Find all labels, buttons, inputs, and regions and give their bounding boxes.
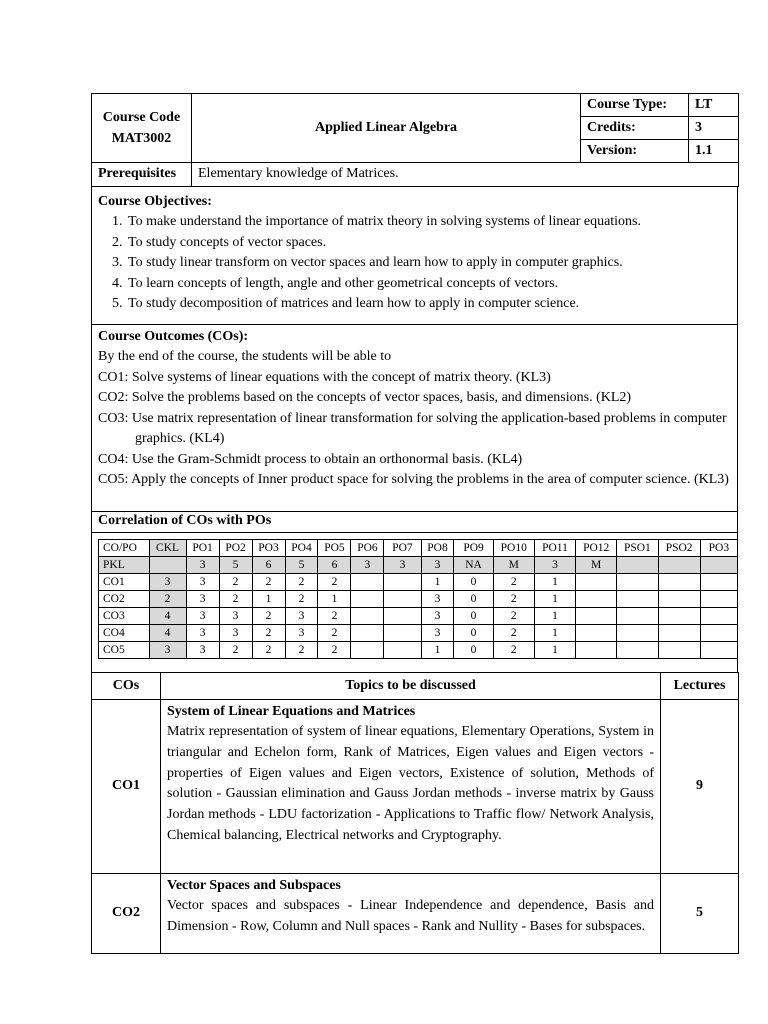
correlation-row — [99, 641, 738, 658]
correlation-cell — [700, 573, 737, 590]
correlation-cell: CO5 — [99, 641, 150, 658]
correlation-cell: 2 — [285, 641, 318, 658]
correlation-cell: 2 — [252, 607, 285, 624]
correlation-cell: 3 — [285, 607, 318, 624]
prerequisites-label: Prerequisites — [92, 163, 192, 186]
correlation-cell — [617, 624, 658, 641]
topic-row — [92, 699, 739, 873]
correlation-cell: 0 — [454, 590, 493, 607]
topic-description — [161, 873, 661, 953]
correlation-row — [99, 556, 738, 573]
correlation-cell — [617, 556, 658, 573]
correlation-cell: 2 — [493, 624, 534, 641]
objectives-title: Course Objectives: — [98, 193, 212, 209]
correlation-cell: 3 — [149, 641, 186, 658]
objective-item: 4. To learn concepts of length, angle and other geometrical concepts of vectors. — [126, 274, 731, 295]
correlation-cell — [658, 624, 700, 641]
correlation-cell — [700, 607, 737, 624]
correlation-cell — [658, 573, 700, 590]
correlation-cell: 2 — [219, 573, 252, 590]
col-header-cos: COs — [92, 672, 161, 699]
correlation-cell — [658, 607, 700, 624]
correlation-cell: 3 — [421, 590, 454, 607]
topic-co: CO1 — [92, 699, 161, 873]
correlation-header-cell: PO3 — [700, 539, 737, 556]
correlation-cell — [576, 624, 617, 641]
correlation-header-cell: PO2 — [219, 539, 252, 556]
outcome-item: CO2: Solve the problems based on the concepts of vector spaces, basis, and dimensions. (KL2) — [98, 390, 632, 405]
correlation-cell: 0 — [454, 624, 493, 641]
correlation-cell — [384, 590, 421, 607]
correlation-cell: 3 — [186, 641, 219, 658]
topic-text: Vector spaces and subspaces - Linear Independence and dependence, Basis and Dimension - Row, Column and Null spaces - Rank and Nullity - Bases for subspaces. — [167, 898, 654, 934]
syllabus-document — [91, 93, 738, 954]
correlation-cell: 6 — [252, 556, 285, 573]
col-header-lectures: Lectures — [661, 672, 739, 699]
topic-lectures: 9 — [661, 699, 739, 873]
correlation-cell: 2 — [219, 590, 252, 607]
version-value: 1.1 — [689, 140, 739, 163]
correlation-cell — [658, 641, 700, 658]
correlation-row — [99, 607, 738, 624]
correlation-cell: CO1 — [99, 573, 150, 590]
correlation-cell — [576, 573, 617, 590]
correlation-header-cell: PO6 — [351, 539, 384, 556]
topic-lectures: 5 — [661, 873, 739, 953]
correlation-cell — [658, 590, 700, 607]
correlation-header-cell: PO4 — [285, 539, 318, 556]
correlation-cell — [617, 607, 658, 624]
topic-co: CO2 — [92, 873, 161, 953]
objectives-list — [98, 212, 731, 315]
course-type-label: Course Type: — [581, 94, 689, 117]
outcomes-intro: By the end of the course, the students will be able to — [98, 349, 392, 364]
objective-item: 1. To make understand the importance of matrix theory in solving systems of linear equations. — [126, 212, 731, 233]
correlation-cell — [351, 607, 384, 624]
course-type-value: LT — [689, 94, 739, 117]
course-code-label: Course Code — [102, 110, 181, 125]
correlation-cell: 0 — [454, 573, 493, 590]
correlation-row — [99, 573, 738, 590]
correlation-cell: NA — [454, 556, 493, 573]
topic-text: Matrix representation of system of linear equations, Elementary Operations, System in triangular and Echelon form, Rank of Matrices, Eigen values and Eigen vectors - properties of Eigen values and Eigen vectors, Existence of solution, Methods of solution - Gaussian elimination and Gauss Jordan methods - inverse matrix by Gauss Jordan methods - LDU factorization - Applications to Traffic flow/ Network Analysis, Chemical balancing, Electrical networks and Cryptography. — [167, 724, 654, 843]
correlation-cell: 1 — [421, 573, 454, 590]
correlation-header-cell: PO7 — [384, 539, 421, 556]
correlation-cell: 3 — [351, 556, 384, 573]
outcomes-title: Course Outcomes (COs): — [98, 328, 249, 344]
correlation-cell — [149, 556, 186, 573]
correlation-cell: 2 — [285, 590, 318, 607]
objective-item: 5. To study decomposition of matrices and learn how to apply in computer science. — [126, 294, 731, 315]
correlation-section — [91, 533, 738, 673]
correlation-cell — [384, 624, 421, 641]
correlation-header-cell: PO11 — [534, 539, 575, 556]
credits-label: Credits: — [581, 117, 689, 140]
correlation-cell — [384, 641, 421, 658]
outcome-item: CO5: Apply the concepts of Inner product space for solving the problems in the area of computer science. (KL3) — [98, 472, 729, 487]
outcome-item: CO4: Use the Gram-Schmidt process to obtain an orthonormal basis. (KL4) — [98, 451, 523, 467]
correlation-cell: CO4 — [99, 624, 150, 641]
correlation-header-cell: PSO1 — [617, 539, 658, 556]
course-outcomes-section — [91, 325, 738, 512]
outcome-item: CO3: Use matrix representation of linear transformation for solving the application-based problems in computer graphics. (KL4) — [98, 410, 727, 446]
correlation-cell: 3 — [219, 624, 252, 641]
correlation-cell — [351, 590, 384, 607]
correlation-cell: 2 — [318, 641, 351, 658]
correlation-cell: 6 — [318, 556, 351, 573]
credits-value: 3 — [689, 117, 739, 140]
correlation-cell — [658, 556, 700, 573]
correlation-cell: 1 — [534, 573, 575, 590]
prerequisites-value: Elementary knowledge of Matrices. — [192, 163, 739, 186]
correlation-row — [99, 590, 738, 607]
correlation-cell: 2 — [493, 573, 534, 590]
correlation-cell: 3 — [186, 590, 219, 607]
correlation-cell: 1 — [318, 590, 351, 607]
correlation-cell: 1 — [421, 641, 454, 658]
correlation-cell: 5 — [285, 556, 318, 573]
correlation-cell: 3 — [285, 624, 318, 641]
correlation-cell: 3 — [186, 624, 219, 641]
correlation-cell — [384, 607, 421, 624]
correlation-cell — [700, 641, 737, 658]
col-header-topics: Topics to be discussed — [161, 672, 661, 699]
correlation-cell — [700, 556, 737, 573]
correlation-cell: 3 — [186, 556, 219, 573]
objective-item: 2. To study concepts of vector spaces. — [126, 233, 731, 254]
correlation-cell: 3 — [421, 556, 454, 573]
correlation-cell: M — [576, 556, 617, 573]
course-objectives-section — [91, 187, 738, 325]
correlation-cell: 2 — [252, 641, 285, 658]
correlation-cell — [576, 641, 617, 658]
correlation-cell: 5 — [219, 556, 252, 573]
correlation-cell: CO2 — [99, 590, 150, 607]
correlation-cell: 2 — [493, 607, 534, 624]
correlation-cell — [351, 573, 384, 590]
correlation-cell: 2 — [285, 573, 318, 590]
correlation-cell — [700, 590, 737, 607]
correlation-cell — [576, 590, 617, 607]
topic-description — [161, 699, 661, 873]
correlation-header-cell: PO12 — [576, 539, 617, 556]
correlation-table — [98, 539, 738, 659]
correlation-header-cell: PO9 — [454, 539, 493, 556]
course-title: Applied Linear Algebra — [192, 94, 581, 163]
topic-row — [92, 873, 739, 953]
correlation-cell: 2 — [149, 590, 186, 607]
correlation-cell — [617, 573, 658, 590]
correlation-header-cell: PO10 — [493, 539, 534, 556]
correlation-cell — [384, 573, 421, 590]
correlation-cell — [617, 641, 658, 658]
objective-item: 3. To study linear transform on vector spaces and learn how to apply in computer graphics. — [126, 253, 731, 274]
correlation-cell: 2 — [318, 624, 351, 641]
correlation-cell: 3 — [219, 607, 252, 624]
topic-heading: Vector Spaces and Subspaces — [167, 877, 341, 893]
correlation-title: Correlation of COs with POs — [91, 512, 738, 533]
correlation-cell — [700, 624, 737, 641]
version-label: Version: — [581, 140, 689, 163]
correlation-cell: 0 — [454, 607, 493, 624]
correlation-cell — [617, 590, 658, 607]
correlation-cell: 4 — [149, 607, 186, 624]
correlation-header-cell: PO1 — [186, 539, 219, 556]
topic-heading: System of Linear Equations and Matrices — [167, 703, 416, 719]
correlation-cell: 3 — [421, 624, 454, 641]
correlation-cell: 1 — [534, 590, 575, 607]
correlation-header-cell: PO5 — [318, 539, 351, 556]
correlation-cell: 3 — [384, 556, 421, 573]
correlation-cell: 1 — [534, 607, 575, 624]
correlation-cell: 2 — [318, 607, 351, 624]
correlation-cell — [576, 607, 617, 624]
correlation-cell: 3 — [186, 607, 219, 624]
correlation-header-cell: PO3 — [252, 539, 285, 556]
correlation-row — [99, 624, 738, 641]
correlation-header-cell: CO/PO — [99, 539, 150, 556]
correlation-cell — [351, 641, 384, 658]
outcome-item: CO1: Solve systems of linear equations with the concept of matrix theory. (KL3) — [98, 369, 551, 385]
correlation-cell: 1 — [534, 641, 575, 658]
correlation-header-cell: CKL — [149, 539, 186, 556]
topics-table — [91, 672, 739, 954]
correlation-cell: 4 — [149, 624, 186, 641]
correlation-cell: 2 — [318, 573, 351, 590]
course-header-table — [91, 93, 739, 163]
correlation-cell: 1 — [534, 624, 575, 641]
correlation-cell — [351, 624, 384, 641]
correlation-cell: CO3 — [99, 607, 150, 624]
correlation-header-cell: PSO2 — [658, 539, 700, 556]
correlation-header-cell: PO8 — [421, 539, 454, 556]
correlation-cell: 2 — [493, 590, 534, 607]
course-code: MAT3002 — [111, 131, 172, 146]
correlation-cell: 0 — [454, 641, 493, 658]
correlation-cell: PKL — [99, 556, 150, 573]
correlation-cell: 3 — [186, 573, 219, 590]
correlation-cell: 2 — [493, 641, 534, 658]
correlation-cell: 2 — [252, 573, 285, 590]
correlation-cell: 2 — [252, 624, 285, 641]
correlation-cell: 3 — [534, 556, 575, 573]
correlation-cell: 1 — [252, 590, 285, 607]
correlation-cell: M — [493, 556, 534, 573]
correlation-cell: 2 — [219, 641, 252, 658]
prerequisites-row — [91, 163, 739, 187]
course-code-cell — [92, 94, 192, 163]
correlation-cell: 3 — [421, 607, 454, 624]
correlation-cell: 3 — [149, 573, 186, 590]
